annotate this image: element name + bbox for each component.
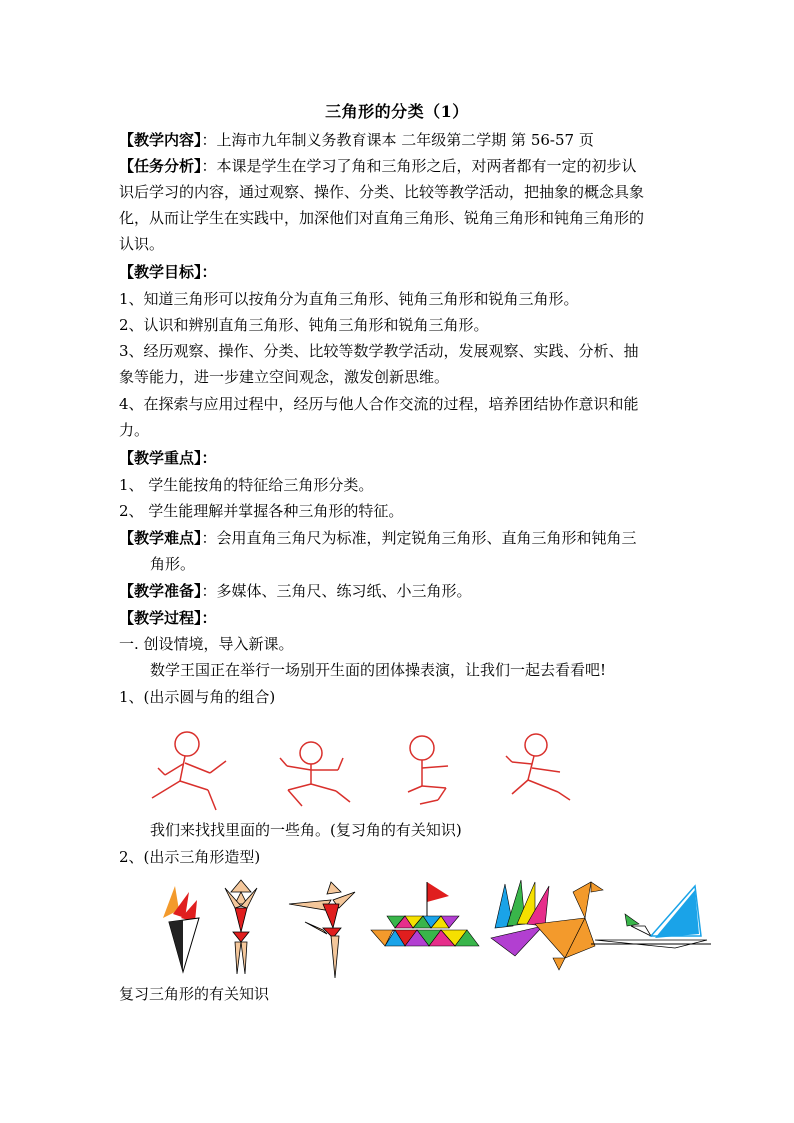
goal-item: 1、知道三角形可以按角分为直角三角形、钝角三角形和锐角三角形。 <box>119 290 579 308</box>
swan-shape <box>591 886 711 948</box>
analysis-line-4: 认识。 <box>119 235 165 253</box>
difficulty-text-1: ：会用直角三角尺为标准，判定锐角三角形、直角三角形和钝角三 <box>201 529 637 547</box>
triangle-shapes-illustration <box>155 878 715 978</box>
difficulty-line-2: 角形。 <box>150 555 196 573</box>
process-label: 【教学过程】 <box>119 609 202 627</box>
goals-suffix: ： <box>201 263 217 281</box>
content-label: 【教学内容】 <box>119 131 202 149</box>
prep-label: 【教学准备】 <box>119 582 202 600</box>
process-suffix: ： <box>201 609 217 627</box>
stick-figure-squat <box>280 742 350 806</box>
goal-item: 4、在探索与应用过程中，经历与他人合作交流的过程，培养团结协作意识和能 <box>119 395 639 413</box>
stick-figure-running <box>152 732 226 810</box>
page-title: 三角形的分类（1） <box>325 102 469 121</box>
goal-item: 2、认识和辨别直角三角形、钝角三角形和锐角三角形。 <box>119 316 489 334</box>
stick-figure-sitting <box>408 736 448 804</box>
process-heading <box>119 607 217 629</box>
difficulty-line-1 <box>119 527 637 549</box>
goal-item: 3、经历观察、操作、分类、比较等数学教学活动，发展观察、实践、分析、抽 <box>119 342 639 360</box>
process-intro: 数学王国正在举行一场别开生面的团体操表演，让我们一起去看看吧! <box>150 661 607 679</box>
prep-text: ：多媒体、三角尺、练习纸、小三角形。 <box>201 582 472 600</box>
goal-item: 力。 <box>119 421 150 439</box>
analysis-line-2: 识后学习的内容，通过观察、操作、分类、比较等教学活动，把抽象的概念具象 <box>119 183 645 201</box>
keypoints-label: 【教学重点】 <box>119 449 202 467</box>
analysis-line-1 <box>119 155 637 177</box>
dancer-shape-2 <box>289 882 355 978</box>
content-line <box>119 129 594 151</box>
keypoint-item: 2、 学生能理解并掌握各种三角形的特征。 <box>119 502 404 520</box>
peacock-shape <box>491 880 603 970</box>
keypoints-heading <box>119 447 217 469</box>
goals-label: 【教学目标】 <box>119 263 202 281</box>
keypoints-suffix: ： <box>201 449 217 467</box>
content-text: ：上海市九年制义务教育课本 二年级第二学期 第 56-57 页 <box>201 131 594 149</box>
process-step-2: 1、(出示圆与角的组合) <box>119 688 276 706</box>
boat-shape <box>371 882 479 946</box>
analysis-text-1: ：本课是学生在学习了角和三角形之后，对两者都有一定的初步认 <box>201 157 637 175</box>
goals-heading <box>119 261 217 283</box>
process-step-3: 2、(出示三角形造型) <box>119 848 261 866</box>
prep-line <box>119 580 472 602</box>
process-step-1: 一. 创设情境，导入新课。 <box>119 635 294 653</box>
goal-item: 象等能力，进一步建立空间观念，激发创新思维。 <box>119 368 450 386</box>
difficulty-label: 【教学难点】 <box>119 529 202 547</box>
analysis-line-3: 化，从而让学生在实践中，加深他们对直角三角形、锐角三角形和钝角三角形的 <box>119 209 645 227</box>
keypoint-item: 1、 学生能按角的特征给三角形分类。 <box>119 476 374 494</box>
torch-shape <box>163 886 199 972</box>
dancer-shape-1 <box>225 880 257 974</box>
find-angles-line: 我们来找找里面的一些角。(复习角的有关知识) <box>150 821 462 839</box>
stick-figures-illustration <box>140 728 600 818</box>
analysis-label: 【任务分析】 <box>119 157 202 175</box>
stick-figure-kicking <box>506 734 570 800</box>
review-triangles-line: 复习三角形的有关知识 <box>119 985 270 1003</box>
